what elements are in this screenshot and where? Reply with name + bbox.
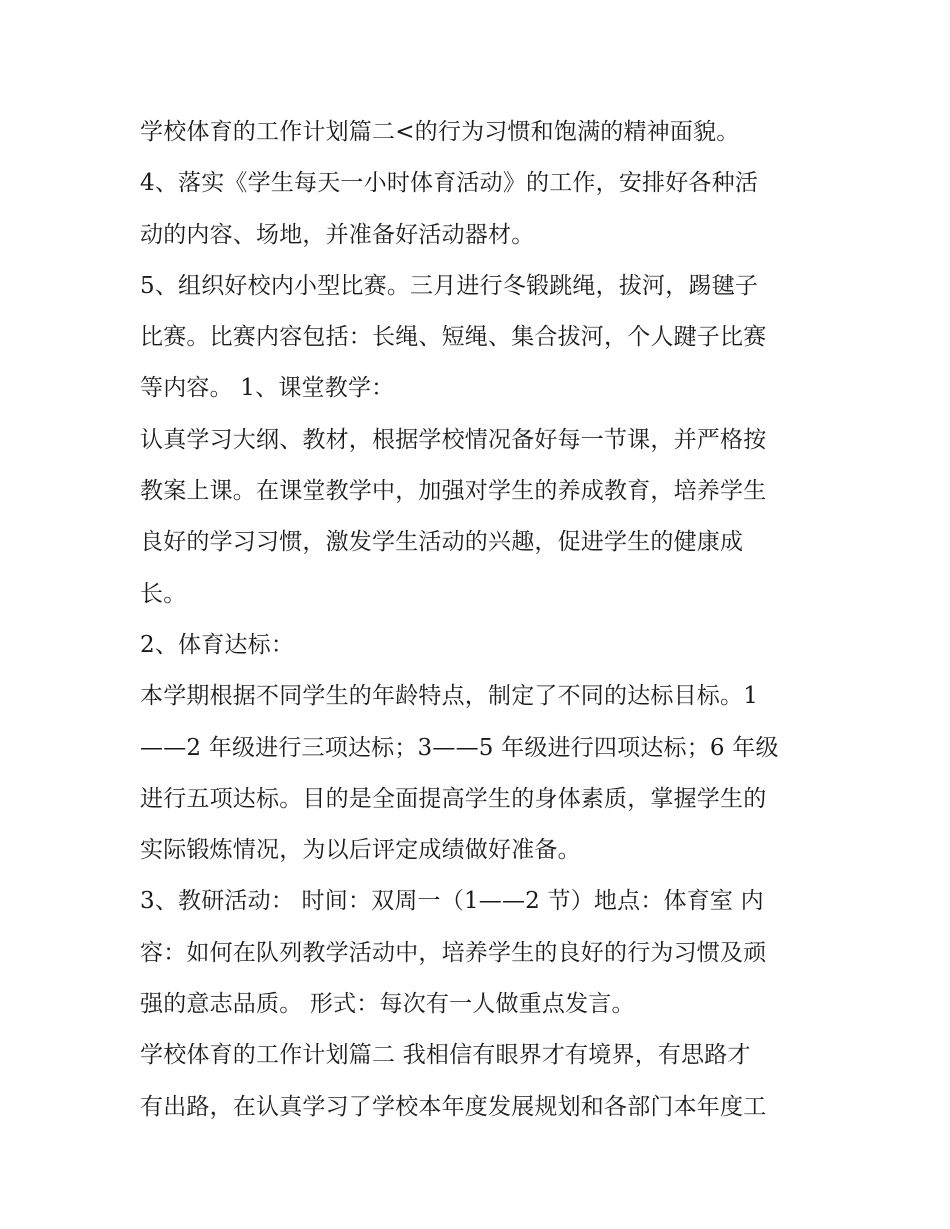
text-line: 学校体育的工作计划篇二<的行为习惯和饱满的精神面貌。: [140, 119, 740, 145]
text-line: 3、教研活动： 时间：双周一（1——2 节）地点：体育室 内: [140, 888, 764, 915]
text-line: 等内容。 1、课堂教学：: [140, 375, 395, 402]
text-line: 有出路，在认真学习了学校本年度发展规划和各部门本年度工: [140, 1093, 767, 1120]
text-line: 动的内容、场地，并准备好活动器材。: [140, 221, 535, 248]
text-line: 良好的学习习惯，激发学生活动的兴趣，促进学生的健康成: [140, 529, 744, 556]
text-line: 学校体育的工作计划篇二 我相信有眼界才有境界，有思路才: [140, 1042, 751, 1069]
text-line: 比赛。比赛内容包括：长绳、短绳、集合拔河，个人踺子比赛: [140, 324, 767, 351]
text-line: 4、落实《学生每天一小时体育活动》的工作，安排好各种活: [140, 170, 759, 197]
text-line: 容：如何在队列教学活动中，培养学生的良好的行为习惯及顽: [140, 939, 767, 966]
text-line: 强的意志品质。 形式：每次有一人做重点发言。: [140, 991, 635, 1018]
text-line: 实际锻炼情况，为以后评定成绩做好准备。: [140, 837, 581, 864]
text-line: 认真学习大纲、教材，根据学校情况备好每一节课，并严格按: [140, 426, 767, 453]
text-line: 进行五项达标。目的是全面提高学生的身体素质，掌握学生的: [140, 785, 767, 812]
text-line: 长。: [140, 580, 187, 607]
document-body: [140, 107, 820, 1133]
text-line: 5、组织好校内小型比赛。三月进行冬锻跳绳，拔河，踢毽子: [140, 272, 759, 299]
text-line: 2、体育达标：: [140, 631, 295, 658]
text-line: ——2 年级进行三项达标；3——5 年级进行四项达标；6 年级: [140, 734, 779, 761]
text-line: 教案上课。在课堂教学中，加强对学生的养成教育，培养学生: [140, 478, 767, 505]
text-line: 本学期根据不同学生的年龄特点，制定了不同的达标目标。1: [140, 683, 759, 710]
